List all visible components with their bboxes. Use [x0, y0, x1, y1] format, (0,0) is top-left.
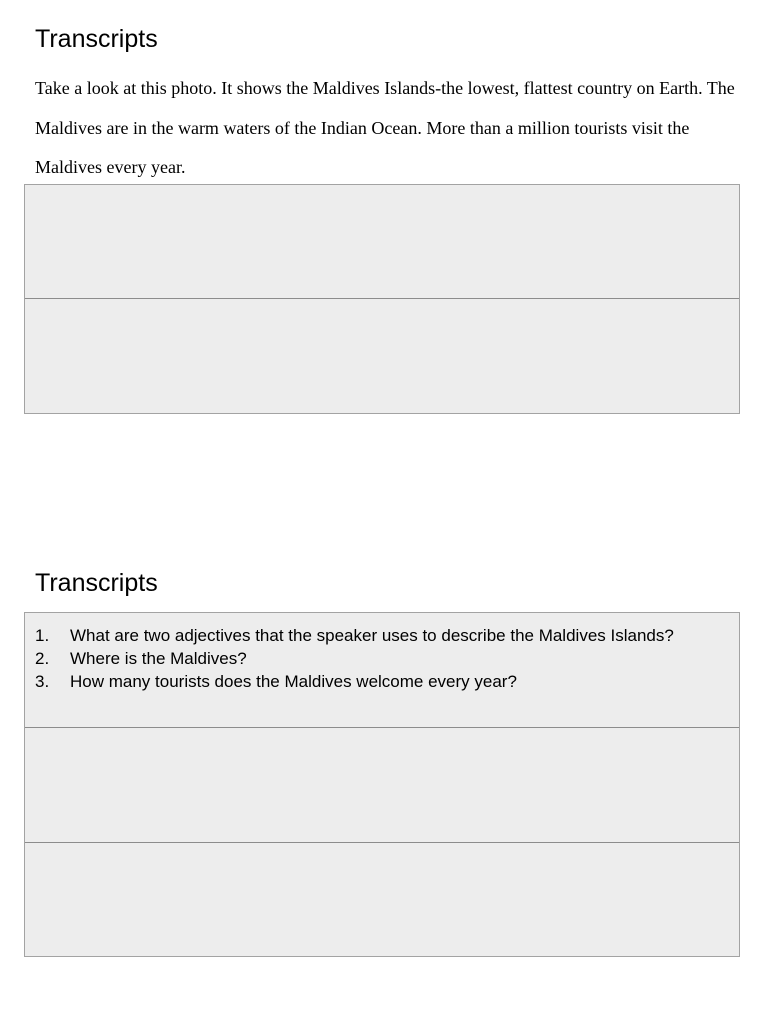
question-text: How many tourists does the Maldives welcome every year?	[70, 672, 517, 691]
section-heading: Transcripts	[35, 569, 158, 597]
question-number: 1.	[35, 626, 50, 645]
question-number: 2.	[35, 649, 50, 668]
table-row	[25, 728, 739, 843]
table-row	[25, 299, 739, 413]
section-heading: Transcripts	[35, 25, 158, 53]
question-list	[25, 624, 680, 693]
table-row	[25, 843, 739, 956]
table-row	[25, 185, 739, 299]
question-text: What are two adjectives that the speaker uses to describe the Maldives Islands?	[70, 626, 674, 645]
question-item	[25, 670, 680, 693]
transcript-table	[24, 184, 740, 414]
question-number: 3.	[35, 672, 50, 691]
table-row	[25, 613, 739, 728]
question-item	[25, 624, 680, 647]
questions-table	[24, 612, 740, 957]
transcript-paragraph: Take a look at this photo. It shows the Maldives Islands-the lowest, flattest country on Earth. The Maldives are in the warm waters of the Indian Ocean. More than a million tourists visit the Maldives every year.	[35, 78, 735, 177]
question-item	[25, 647, 680, 670]
question-text: Where is the Maldives?	[70, 649, 247, 668]
